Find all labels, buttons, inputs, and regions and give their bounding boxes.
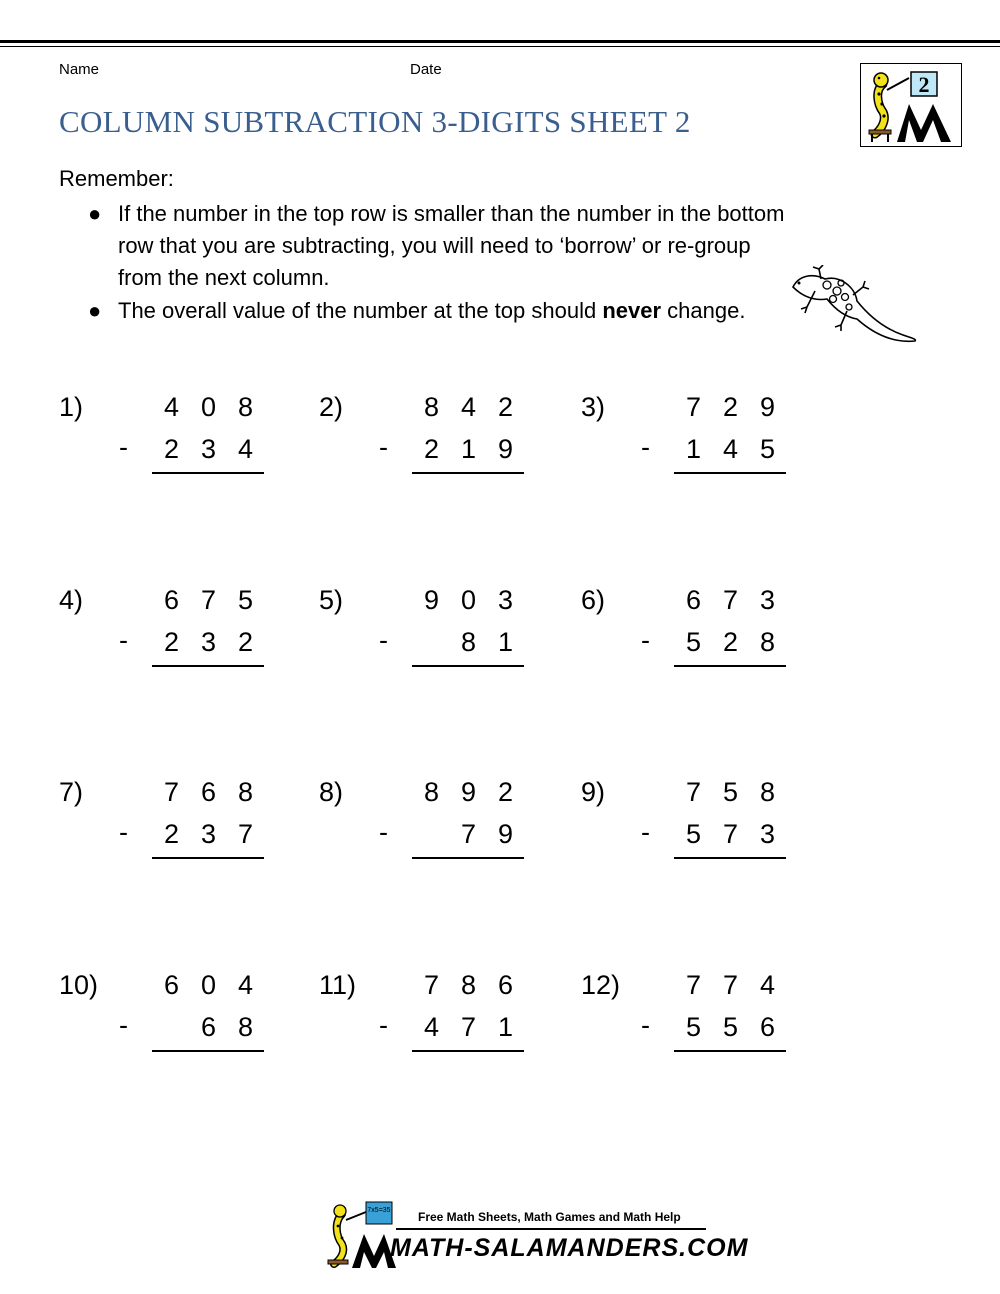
minus-sign: - [379,432,388,462]
problem-label: 9) [581,777,606,807]
minus-sign: - [119,432,128,462]
digit: 2 [423,434,440,464]
problem-label: 3) [581,392,606,422]
subtrahend [152,819,264,850]
digit: 1 [460,434,477,464]
minus-sign: - [379,817,388,847]
digit: 5 [759,434,776,464]
footer-brand: MATH-SALAMANDERS.COM [390,1234,749,1262]
digit: 1 [497,627,514,657]
problem-label: 4) [59,585,84,615]
minuend [412,970,524,1001]
instruction-text-2b: change. [661,298,746,323]
subtrahend [412,434,524,465]
digit: 8 [423,392,440,422]
digit: 7 [685,392,702,422]
digit: 8 [759,627,776,657]
minus-sign: - [119,817,128,847]
subtrahend [412,819,524,850]
digit: 7 [722,585,739,615]
minus-sign: - [641,432,650,462]
top-rule-thin [0,46,1000,47]
minus-sign: - [641,625,650,655]
instruction-item [86,198,786,294]
answer-line [152,857,264,859]
minuend [412,585,524,616]
problem-label: 2) [319,392,344,422]
digit: 2 [722,627,739,657]
footer-logo [326,1200,749,1270]
instruction-text-2-bold: never [602,298,662,323]
digit: 3 [759,585,776,615]
digit: 1 [685,434,702,464]
minuend [152,585,264,616]
footer-salamander-icon [326,1200,396,1270]
digit: 2 [497,392,514,422]
minus-sign: - [641,1010,650,1040]
problem-label: 10) [59,970,99,1000]
digit: 7 [722,970,739,1000]
minuend [152,392,264,423]
subtrahend [152,1012,264,1043]
instruction-text-2a: The overall value of the number at the top should [118,298,603,323]
digit: 4 [163,392,180,422]
answer-line [152,1050,264,1052]
subtrahend [412,1012,524,1043]
digit: 2 [163,819,180,849]
digit: 6 [200,777,217,807]
digit: 3 [200,627,217,657]
digit: 8 [237,1012,254,1042]
minus-sign: - [379,625,388,655]
digit: 8 [237,392,254,422]
digit: 0 [460,585,477,615]
minuend [674,585,786,616]
digit: 6 [163,585,180,615]
digit: 3 [759,819,776,849]
subtrahend [152,434,264,465]
minus-sign: - [119,625,128,655]
answer-line [412,857,524,859]
digit: 7 [460,1012,477,1042]
digit: 5 [722,1012,739,1042]
minuend [674,970,786,1001]
digit: 7 [685,970,702,1000]
digit: 7 [423,970,440,1000]
answer-line [152,665,264,667]
bullet-icon: ● [88,201,102,226]
answer-line [674,857,786,859]
answer-line [412,665,524,667]
digit: 6 [759,1012,776,1042]
digit: 4 [759,970,776,1000]
digit: 0 [200,392,217,422]
digit: 6 [685,585,702,615]
digit: 4 [237,970,254,1000]
problem-label: 12) [581,970,621,1000]
grade-logo [860,63,962,147]
instruction-item [86,295,758,327]
digit: 2 [497,777,514,807]
digit: 8 [423,777,440,807]
minuend [152,777,264,808]
minuend [412,392,524,423]
digit: 2 [722,392,739,422]
digit: 9 [497,434,514,464]
digit: 8 [759,777,776,807]
minuend [412,777,524,808]
lizard-icon [785,265,920,347]
answer-line [674,1050,786,1052]
problem-label: 8) [319,777,344,807]
digit: 5 [722,777,739,807]
digit: 6 [200,1012,217,1042]
digit: 3 [200,819,217,849]
minuend [152,970,264,1001]
answer-line [152,472,264,474]
footer-logo-text: 7x5=35 [367,1207,391,1214]
digit: 6 [497,970,514,1000]
date-label: Date [410,61,442,78]
digit: 0 [200,970,217,1000]
digit: 7 [237,819,254,849]
answer-line [674,472,786,474]
digit: 5 [237,585,254,615]
digit: 2 [163,434,180,464]
digit: 9 [423,585,440,615]
subtrahend [674,1012,786,1043]
minuend [674,777,786,808]
instruction-text-1: If the number in the top row is smaller than the number in the bottom row that you are subtracting, you will need to ‘borrow’ or re-group from the next column. [118,201,785,290]
instruction-list [86,198,786,328]
minus-sign: - [119,1010,128,1040]
problem-label: 1) [59,392,84,422]
digit: 2 [237,627,254,657]
digit: 7 [200,585,217,615]
digit: 3 [200,434,217,464]
subtrahend [674,434,786,465]
footer-rule [396,1228,706,1230]
digit: 7 [460,819,477,849]
minus-sign: - [641,817,650,847]
subtrahend [674,627,786,658]
page-title: COLUMN SUBTRACTION 3-DIGITS SHEET 2 [59,104,691,139]
subtrahend [674,819,786,850]
digit: 4 [460,392,477,422]
answer-line [412,1050,524,1052]
digit: 1 [497,1012,514,1042]
digit: 9 [497,819,514,849]
salamander-logo-icon [861,64,961,146]
digit: 8 [460,627,477,657]
answer-line [412,472,524,474]
digit: 5 [685,627,702,657]
digit: 7 [722,819,739,849]
digit: 9 [759,392,776,422]
digit: 4 [237,434,254,464]
grade-number: 2 [918,72,930,97]
digit: 8 [237,777,254,807]
digit: 3 [497,585,514,615]
minus-sign: - [379,1010,388,1040]
problem-label: 5) [319,585,344,615]
digit: 2 [163,627,180,657]
digit: 7 [163,777,180,807]
bullet-icon: ● [88,298,102,323]
answer-line [674,665,786,667]
footer-tagline: Free Math Sheets, Math Games and Math Help [418,1210,681,1224]
top-rule [0,40,1000,43]
remember-heading: Remember: [59,166,174,191]
digit: 9 [460,777,477,807]
subtrahend [412,627,524,658]
digit: 5 [685,819,702,849]
digit: 8 [460,970,477,1000]
digit: 4 [722,434,739,464]
problem-label: 7) [59,777,84,807]
subtrahend [152,627,264,658]
problem-label: 6) [581,585,606,615]
digit: 4 [423,1012,440,1042]
digit: 5 [685,1012,702,1042]
name-label: Name [59,61,100,78]
problem-label: 11) [319,970,357,1000]
digit: 7 [685,777,702,807]
minuend [674,392,786,423]
digit: 6 [163,970,180,1000]
